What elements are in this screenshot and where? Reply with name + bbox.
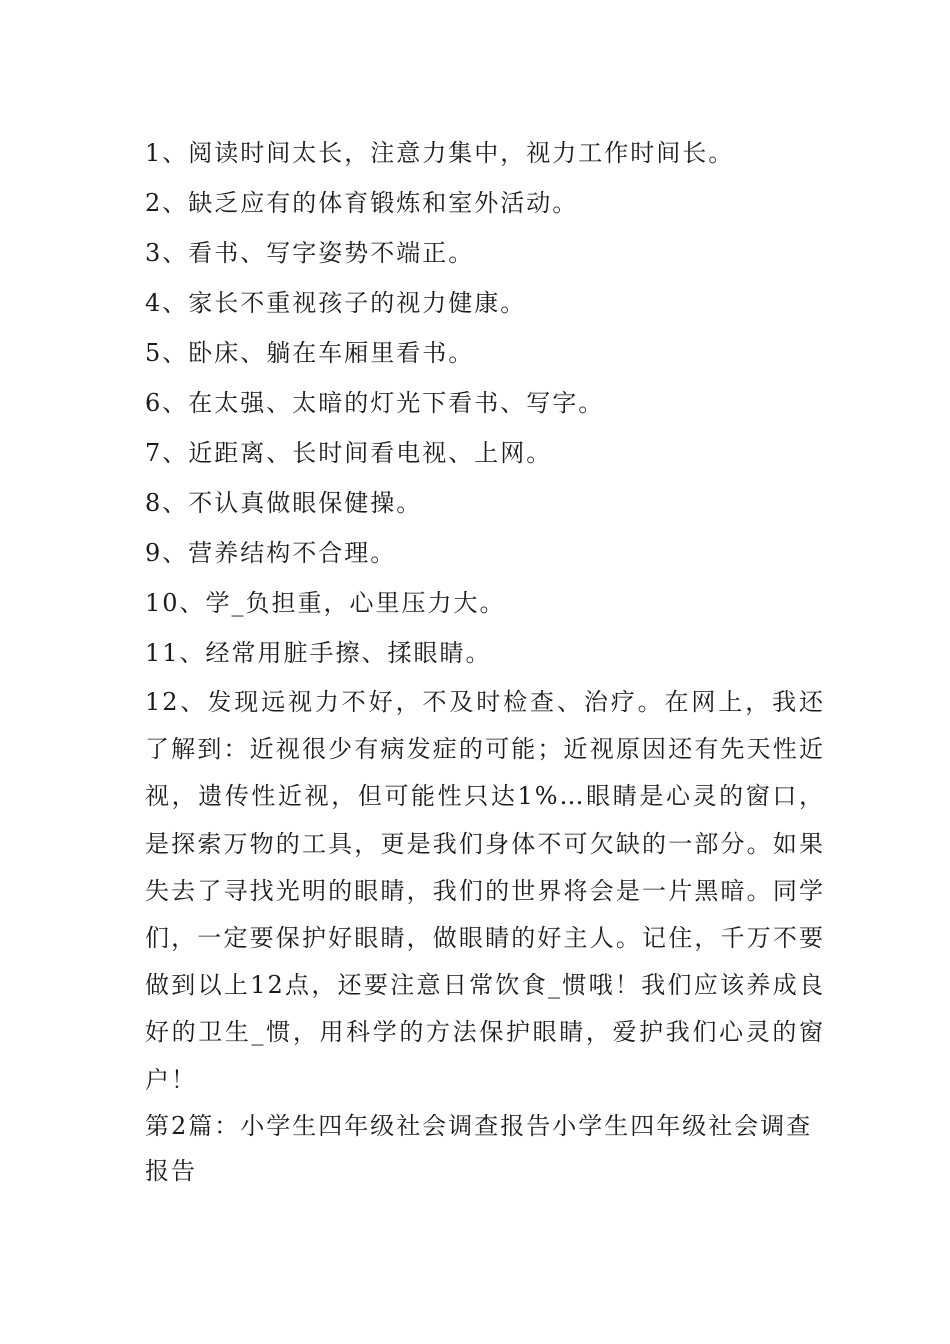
list-item-8: 8、不认真做眼保健操。 [145,489,423,517]
list-item-3: 3、看书、写字姿势不端正。 [145,239,475,267]
list-item-2: 2、缺乏应有的体育锻炼和室外活动。 [145,189,579,217]
list-item-7: 7、近距离、长时间看电视、上网。 [145,439,553,467]
list-item-11: 11、经常用脏手擦、揉眼睛。 [145,639,492,667]
document-body [145,128,825,1194]
list-item-1: 1、阅读时间太长，注意力集中，视力工作时间长。 [145,139,735,167]
list-item-10: 10、学_负担重，心里压力大。 [145,589,506,617]
section-heading: 第2篇：小学生四年级社会调查报告小学生四年级社会调查报告 [145,1111,813,1185]
paragraph-item-12: 12、发现远视力不好，不及时检查、治疗。在网上，我还了解到：近视很少有病发症的可能；近视原因还有先天性近视，遗传性近视，但可能性只达1%…眼睛是心灵的窗口，是探索万物的工具，更是我们身体不可欠缺的一部分。如果失去了寻找光明的眼睛，我们的世界将会是一片黑暗。同学们，一定要保护好眼睛，做眼睛的好主人。记住，千万不要做到以上12点，还要注意日常饮食_惯哦！我们应该养成良好的卫生_惯，用科学的方法保护眼睛，爱护我们心灵的窗户！ [145,688,825,1094]
list-item-4: 4、家长不重视孩子的视力健康。 [145,289,527,317]
list-item-5: 5、卧床、躺在车厢里看书。 [145,339,475,367]
list-item-9: 9、营养结构不合理。 [145,539,397,567]
list-item-6: 6、在太强、太暗的灯光下看书、写字。 [145,389,605,417]
